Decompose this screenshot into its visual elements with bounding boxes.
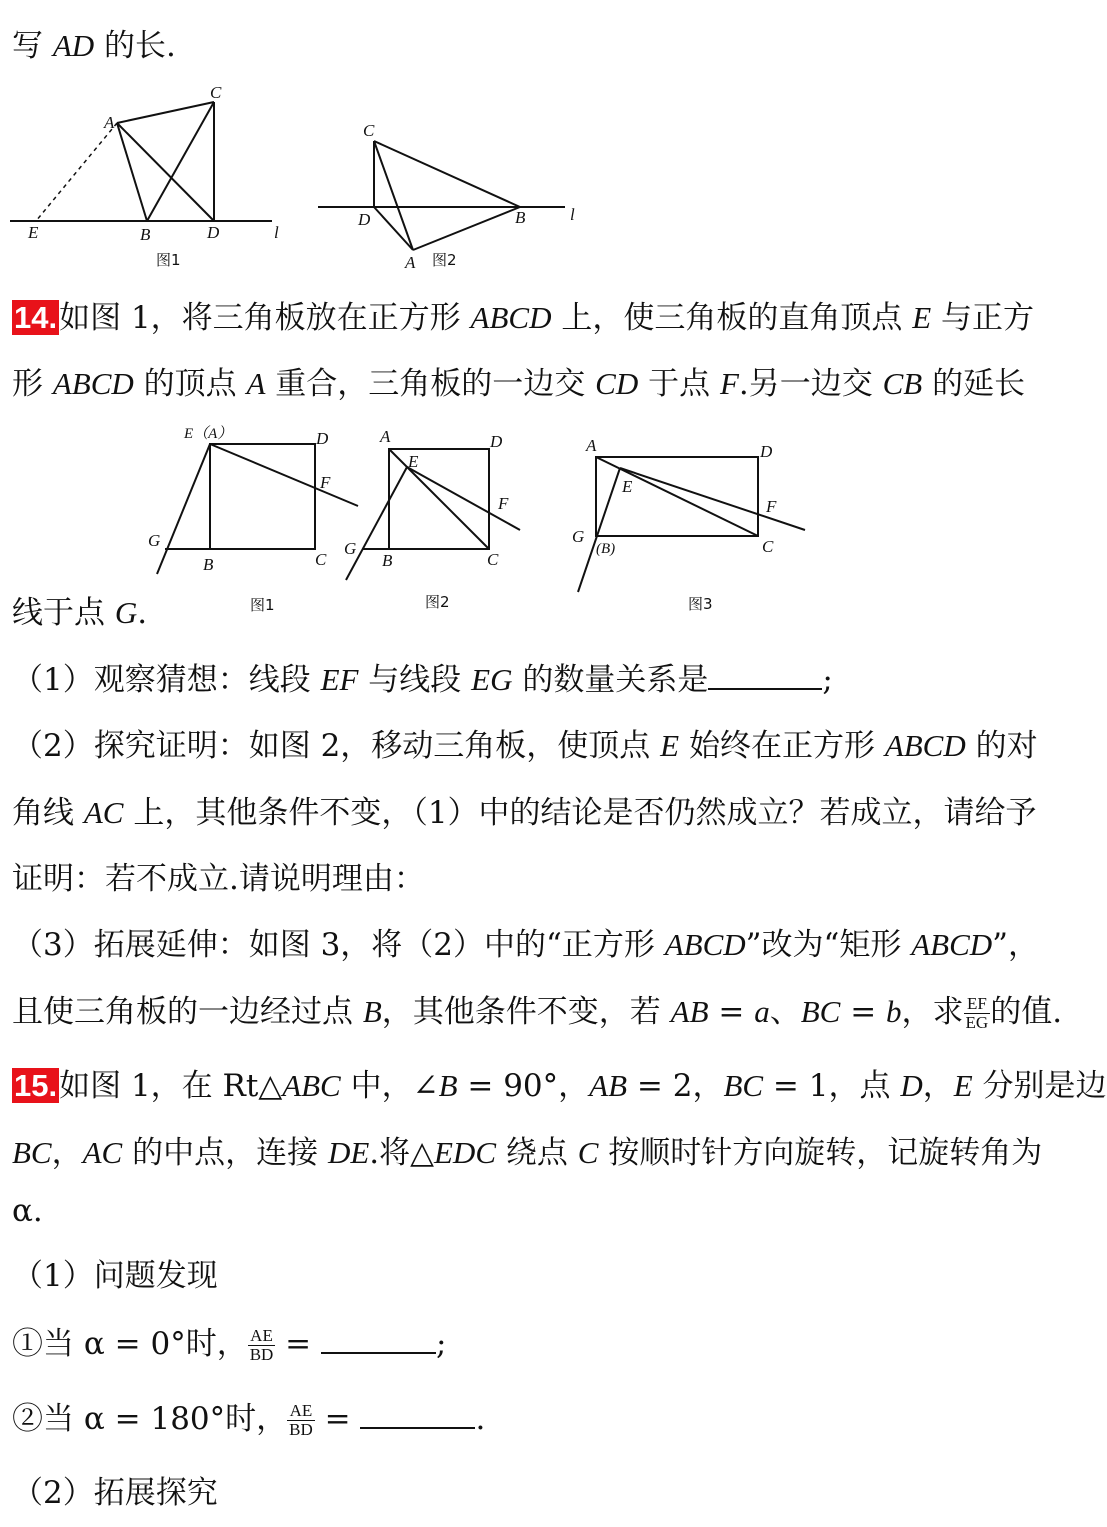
q14-fig1-label-g: G — [148, 531, 161, 550]
q15-line-2: BC，AC 的中点，连接 DE.将△EDC 绕点 C 按顺时针方向旋转，记旋转角为 — [12, 1135, 1043, 1171]
fig1 — [10, 102, 272, 221]
q14-fig2-label-a: A — [380, 427, 391, 446]
q14-fig1-label-b: B — [203, 555, 214, 574]
fig1-label-a: A — [104, 113, 115, 132]
q14-number: 14. — [14, 300, 58, 335]
q14-part-1: （1）观察猜想：线段 EF 与线段 EG 的数量关系是 ; — [12, 662, 833, 698]
fraction-ae-bd-2: $\frac{AE}{BD}$ — [289, 1401, 313, 1439]
q14-fig2-label-g: G — [344, 539, 357, 558]
q14-fig3-label-d: D — [760, 442, 773, 461]
q14-fig3-label-f: F — [766, 497, 777, 516]
fig1-label-e: E — [28, 223, 39, 242]
fig1-label-c: C — [210, 83, 222, 102]
q14-fig1-label-ea: E（A） — [184, 426, 233, 442]
q15-line-3: α. — [12, 1193, 43, 1229]
q14-fig3-label-a: A — [586, 436, 597, 455]
fig1-caption: 图1 — [156, 251, 181, 269]
q14-fig2-label-b: B — [382, 551, 393, 570]
fraction-ef-eg: $\frac{EF}{EG}$ — [965, 994, 989, 1032]
fig2-caption: 图2 — [432, 251, 457, 269]
fig2-label-l: l — [570, 205, 575, 224]
q14-fig2-label-d: D — [490, 432, 503, 451]
q14-fig3-label-g: G — [572, 527, 585, 546]
figure-row-1 — [0, 80, 600, 275]
fig2-label-d: D — [358, 210, 371, 229]
q14-fig3-caption: 图3 — [688, 595, 713, 613]
q14-line-3: 线于点 G. — [12, 595, 148, 631]
q14-fig3-label-e: E — [622, 477, 633, 496]
fig2-label-c: C — [363, 121, 375, 140]
q14-fig1-label-d: D — [316, 429, 329, 448]
q14-answer-blank-1[interactable] — [708, 662, 822, 690]
q15-section-1: （1）问题发现 — [12, 1258, 218, 1294]
q14-part-3-line-1: （3）拓展延伸：如图 3，将（2）中的“正方形 ABCD”改为“矩形 ABCD”， — [12, 927, 1040, 963]
q14-line-1: 14.如图 1，将三角板放在正方形 ABCD 上，使三角板的直角顶点 E 与正方 — [14, 300, 1034, 336]
q14-fig3 — [578, 457, 805, 592]
q14-fig2-label-c: C — [487, 550, 499, 569]
fig1-label-d: D — [207, 223, 220, 242]
fig1-label-l: l — [274, 223, 279, 242]
q15-line-1: 15.如图 1，在 Rt△ABC 中，∠B = 90°，AB = 2，BC = 1，点 D，E 分别是边 — [14, 1068, 1107, 1104]
q14-part-2-line-2: 角线 AC 上，其他条件不变，（1）中的结论是否仍然成立？若成立，请给予 — [12, 795, 1037, 831]
q14-fig2-label-e: E — [408, 452, 419, 471]
q15-section-2: （2）拓展探究 — [12, 1475, 218, 1511]
q14-fig1 — [157, 444, 358, 574]
fig2-label-b: B — [515, 208, 526, 227]
q14-fig2-caption: 图2 — [425, 593, 450, 611]
q14-fig1-label-f: F — [320, 473, 331, 492]
q14-fig1-label-c: C — [315, 550, 327, 569]
q14-part-2-line-1: （2）探究证明：如图 2，移动三角板，使顶点 E 始终在正方形 ABCD 的对 — [12, 728, 1038, 764]
fig2 — [318, 141, 565, 250]
q14-fig2-label-f: F — [498, 494, 509, 513]
q14-line-2: 形 ABCD 的顶点 A 重合，三角板的一边交 CD 于点 F.另一边交 CB 的延长 — [12, 366, 1026, 402]
q15-answer-blank-1[interactable] — [321, 1326, 436, 1354]
q15-answer-blank-2[interactable] — [360, 1401, 475, 1429]
q14-part-2-line-3: 证明：若不成立.请说明理由： — [12, 861, 425, 897]
fraction-ae-bd-1: $\frac{AE}{BD}$ — [249, 1326, 274, 1364]
q14-fig3-label-c: C — [762, 537, 774, 556]
q15-number: 15. — [14, 1068, 58, 1103]
q15-case-1: ①当 α = 0°时， $\frac{AE}{BD}$ = ; — [12, 1326, 447, 1364]
q15-case-2: ②当 α = 180°时， $\frac{AE}{BD}$ = . — [12, 1401, 486, 1439]
q14-fig3-label-b: (B) — [596, 541, 616, 557]
intro-line: 写 AD 的长. — [12, 28, 176, 64]
fig1-label-b: B — [140, 225, 151, 244]
q14-fig1-caption: 图1 — [250, 596, 275, 614]
q14-part-3-line-2: 且使三角板的一边经过点 B，其他条件不变，若 AB = a、BC = b，求 $\frac{EF}{EG}$ 的值. — [12, 994, 1063, 1032]
fig2-label-a: A — [405, 253, 416, 272]
